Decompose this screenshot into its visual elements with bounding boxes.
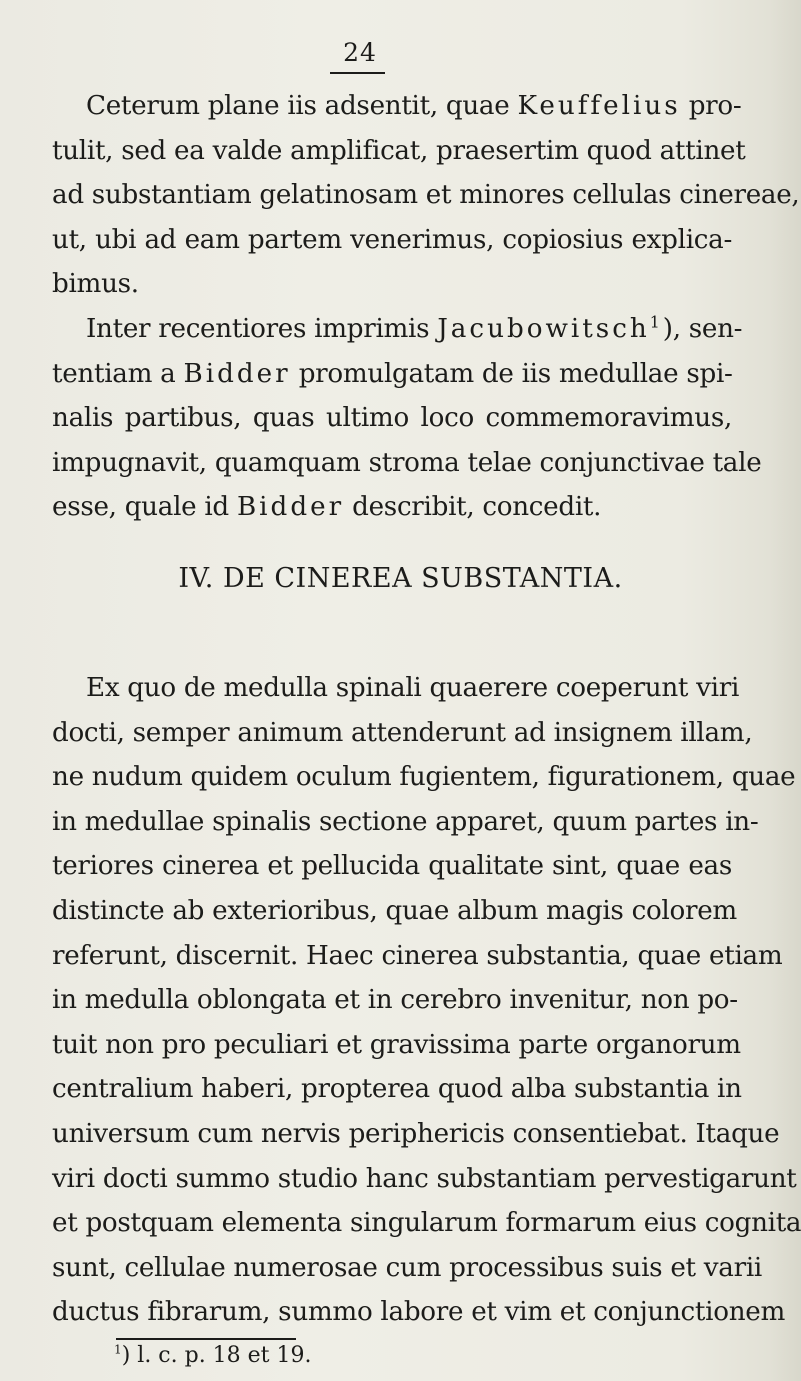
author-name: Bidder: [236, 492, 345, 523]
paragraph-line: universum cum nervis periphericis consentiebat. Itaque: [52, 1118, 780, 1149]
paragraph-line: ductus fibrarum, summo labore et vim et conjunctionem: [52, 1297, 785, 1328]
paragraph-line: ad substantiam gelatinosam et minores cellulas cinereae,: [52, 180, 800, 211]
lower-text-block: [52, 666, 801, 1335]
upper-text-block: [52, 84, 800, 530]
paragraph-line: tuit non pro peculiari et gravissima parte organorum: [52, 1029, 741, 1060]
page-number-underline: [330, 72, 385, 74]
paragraph-line: Ceterum plane iis adsentit, quae Keuffelius pro-: [86, 91, 742, 121]
paragraph-line: tulit, sed ea valde amplificat, praesertim quod attinet: [52, 135, 746, 166]
paragraph-line: sunt, cellulae numerosae cum processibus suis et varii: [52, 1252, 762, 1283]
footnote-text: ) l. c. p. 18 et 19.: [121, 1343, 312, 1368]
paragraph-line: centralium haberi, propterea quod alba substantia in: [52, 1074, 742, 1105]
footnote-divider: [116, 1338, 296, 1340]
author-name: Bidder: [183, 358, 291, 389]
paragraph-line: et postquam elementa singularum formarum eius cognita: [52, 1208, 801, 1239]
author-name: Jacubowitsch$^1$: [437, 312, 663, 344]
paragraph-line: impugnavit, quamquam stroma telae conjunctivae tale: [52, 447, 762, 478]
paragraph-line: teriores cinerea et pellucida qualitate sint, quae eas: [52, 851, 732, 882]
paragraph-line: ne nudum quidem oculum fugientem, figurationem, quae: [52, 762, 796, 793]
paragraph-line: docti, semper animum attenderunt ad insignem illam,: [52, 717, 753, 748]
page-number: 24: [343, 38, 377, 67]
paragraph-line: Inter recentiores imprimis Jacubowitsch$^1$), sen-: [86, 312, 743, 344]
paragraph-line: tentiam a Bidder promulgatam de iis medullae spi-: [52, 358, 733, 389]
paragraph-line: in medullae spinalis sectione apparet, quum partes in-: [52, 806, 759, 837]
paragraph-line: nalis partibus, quas ultimo loco commemoravimus,: [52, 403, 732, 434]
paragraph-line: esse, quale id Bidder describit, concedit.: [52, 492, 602, 523]
paragraph-line: referunt, discernit. Haec cinerea substantia, quae etiam: [52, 940, 783, 971]
footnote-marker: 1: [114, 1342, 122, 1357]
footnote: [114, 1343, 312, 1368]
section-heading: IV. DE CINEREA SUBSTANTIA.: [178, 563, 623, 594]
paragraph-line: distincte ab exterioribus, quae album magis colorem: [52, 895, 737, 926]
paragraph-line: ut, ubi ad eam partem venerimus, copiosius explica-: [52, 224, 732, 255]
paragraph-line: in medulla oblongata et in cerebro invenitur, non po-: [52, 985, 738, 1016]
paragraph-line: Ex quo de medulla spinali quaerere coeperunt viri: [86, 673, 740, 703]
footnote-reference: 1: [649, 312, 663, 332]
paragraph-line: viri docti summo studio hanc substantiam pervestigarunt: [52, 1163, 797, 1194]
author-name: Keuffelius: [517, 91, 681, 121]
paragraph-line: bimus.: [52, 269, 139, 300]
